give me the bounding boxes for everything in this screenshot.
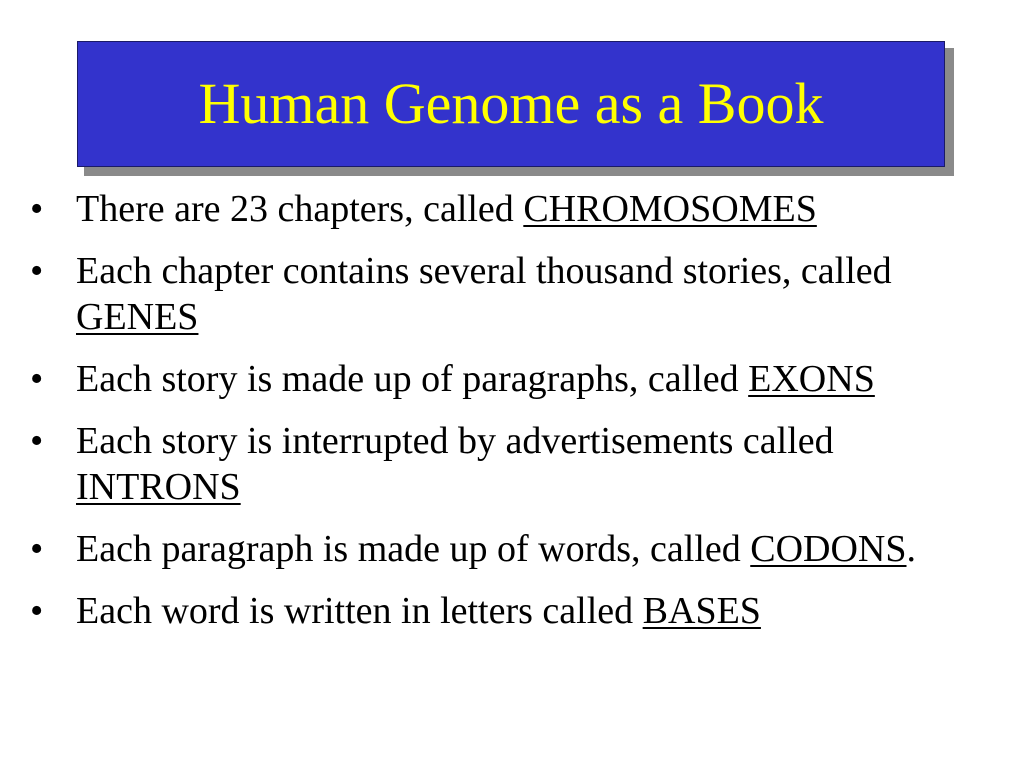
- bullet-term: BASES: [642, 590, 761, 632]
- bullet-dot-icon: •: [30, 188, 44, 230]
- bullet-item: [30, 588, 1000, 634]
- bullet-suffix: .: [906, 528, 916, 570]
- bullet-term: GENES: [76, 296, 199, 338]
- bullet-dot-icon: •: [30, 420, 44, 462]
- bullet-list: [30, 186, 1000, 650]
- title-box: [77, 41, 945, 167]
- bullet-text: There are 23 chapters, called: [76, 188, 524, 230]
- bullet-item: [30, 418, 1000, 510]
- bullet-dot-icon: •: [30, 590, 44, 632]
- bullet-text: Each story is interrupted by advertisements called: [76, 420, 834, 462]
- bullet-term: CODONS: [750, 528, 907, 570]
- bullet-text: Each paragraph is made up of words, called: [76, 528, 751, 570]
- slide-title: Human Genome as a Book: [198, 71, 824, 136]
- bullet-term: CHROMOSOMES: [523, 188, 817, 230]
- bullet-item: [30, 248, 1000, 340]
- bullet-item: [30, 526, 1000, 572]
- bullet-text: Each chapter contains several thousand stories, called: [76, 250, 892, 292]
- bullet-term: EXONS: [748, 358, 875, 400]
- bullet-dot-icon: •: [30, 250, 44, 292]
- bullet-text: Each word is written in letters called: [76, 590, 643, 632]
- bullet-item: [30, 356, 1000, 402]
- bullet-dot-icon: •: [30, 358, 44, 400]
- bullet-text: Each story is made up of paragraphs, called: [76, 358, 749, 400]
- bullet-item: [30, 186, 1000, 232]
- bullet-term: INTRONS: [76, 466, 241, 508]
- bullet-dot-icon: •: [30, 528, 44, 570]
